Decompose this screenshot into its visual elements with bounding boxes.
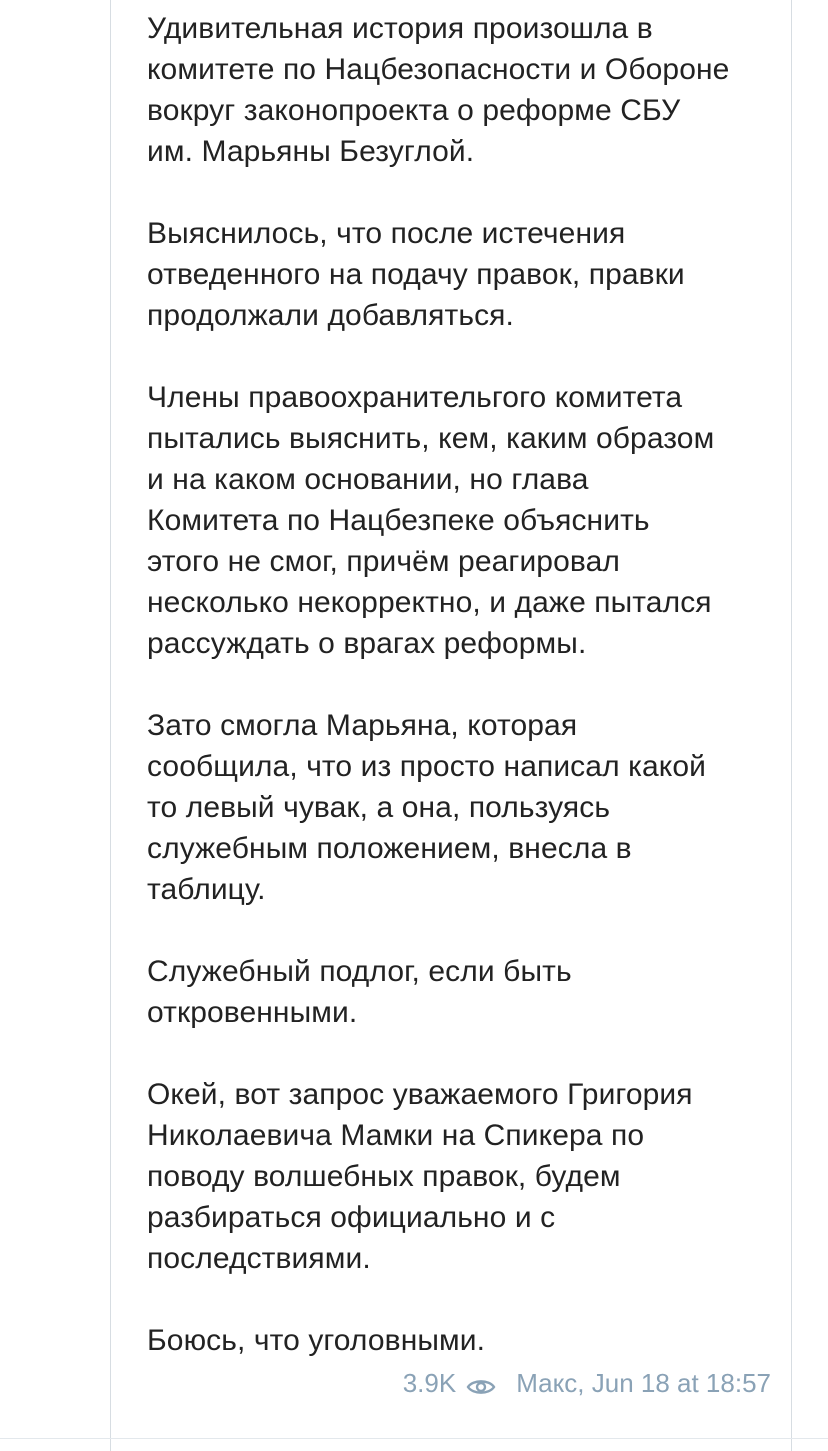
message-paragraph: Боюсь, что уголовными. (147, 1324, 486, 1357)
message-paragraph: Служебный подлог, если быть откровенными. (147, 955, 572, 1029)
views-count: 3.9K (402, 1367, 457, 1398)
message-paragraph: Окей, вот запрос уважаемого Григория Николаевича Мамки на Спикера по поводу волшебных правок, будем разбираться официально и с последствиями. (147, 1078, 693, 1275)
message-bubble[interactable] (110, 0, 792, 1451)
message-text (147, 8, 777, 1361)
message-paragraph: Члены правоохранительгого комитета пытались выяснить, кем, каким образом и на каком основании, но глава Комитета по Нацбезпеке объяснить этого не смог, причём реагировал несколько некорректно, и даже пытался рассуждать о врагах реформы. (147, 381, 715, 660)
message-paragraph: Зато смогла Марьяна, которая сообщила, что из просто написал какой то левый чувак, а она, пользуясь служебным положением, внесла в таблицу. (147, 709, 706, 906)
message-paragraph: Выяснилось, что после истечения отведенного на подачу правок, правки продолжали добавляться. (147, 217, 685, 332)
message-paragraph: Удивительная история произошла в комитете по Нацбезопасности и Обороне вокруг законопроекта о реформе СБУ им. Марьяны Безуглой. (147, 12, 730, 168)
eye-icon (466, 1373, 496, 1393)
message-meta (403, 1366, 771, 1400)
divider (0, 1438, 828, 1439)
author-timestamp: Макс, Jun 18 at 18:57 (516, 1367, 771, 1398)
